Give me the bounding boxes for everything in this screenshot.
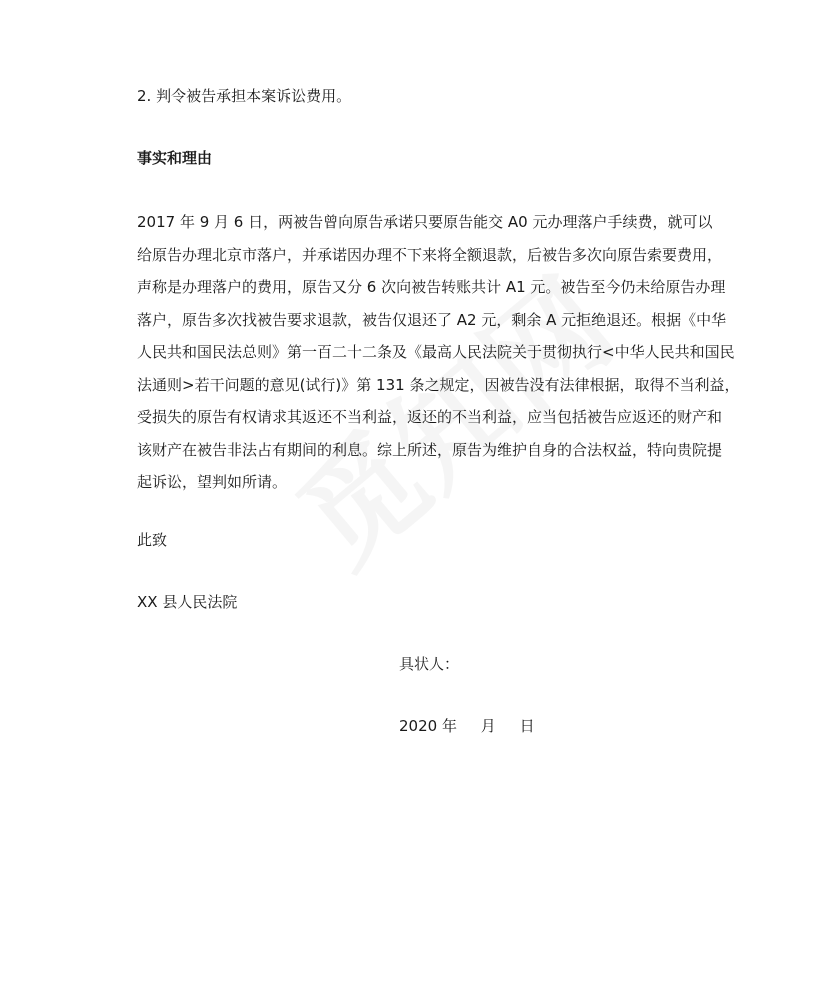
facts-paragraph — [137, 206, 740, 499]
facts-line: 人民共和国民法总则》第一百二十二条及《最高人民法院关于贯彻执行<中华人民共和国民 — [137, 343, 735, 361]
facts-heading: 事实和理由 — [137, 149, 213, 167]
facts-line: 2017 年 9 月 6 日，两被告曾向原告承诺只要原告能交 A0 元办理落户手续费，就可以 — [137, 213, 713, 231]
date-line: 2020 年 月 日 — [399, 717, 535, 735]
court-name: XX 县人民法院 — [137, 593, 238, 611]
facts-line: 该财产在被告非法占有期间的利息。综上所述，原告为维护自身的合法权益，特向贵院提 — [137, 440, 723, 459]
facts-line: 声称是办理落户的费用，原告又分 6 次向被告转账共计 A1 元。被告至今仍未给原告办理 — [137, 278, 726, 296]
facts-line: 给原告办理北京市落户，并承诺因办理不下来将全额退款，后被告多次向原告索要费用， — [137, 245, 723, 264]
facts-line: 法通则>若干问题的意见(试行)》第 131 条之规定，因被告没有法律根据，取得不当利益， — [137, 375, 740, 394]
signer-label: 具状人： — [399, 655, 460, 673]
facts-line: 落户，原告多次找被告要求退款，被告仅退还了 A2 元，剩余 A 元拒绝退还。根据《中华 — [137, 310, 727, 329]
claim-item-2: 2. 判令被告承担本案诉讼费用。 — [137, 87, 352, 105]
salutation: 此致 — [137, 531, 168, 549]
facts-line: 起诉讼，望判如所请。 — [137, 473, 288, 491]
facts-line: 受损失的原告有权请求其返还不当利益，返还的不当利益，应当包括被告应返还的财产和 — [137, 408, 723, 426]
